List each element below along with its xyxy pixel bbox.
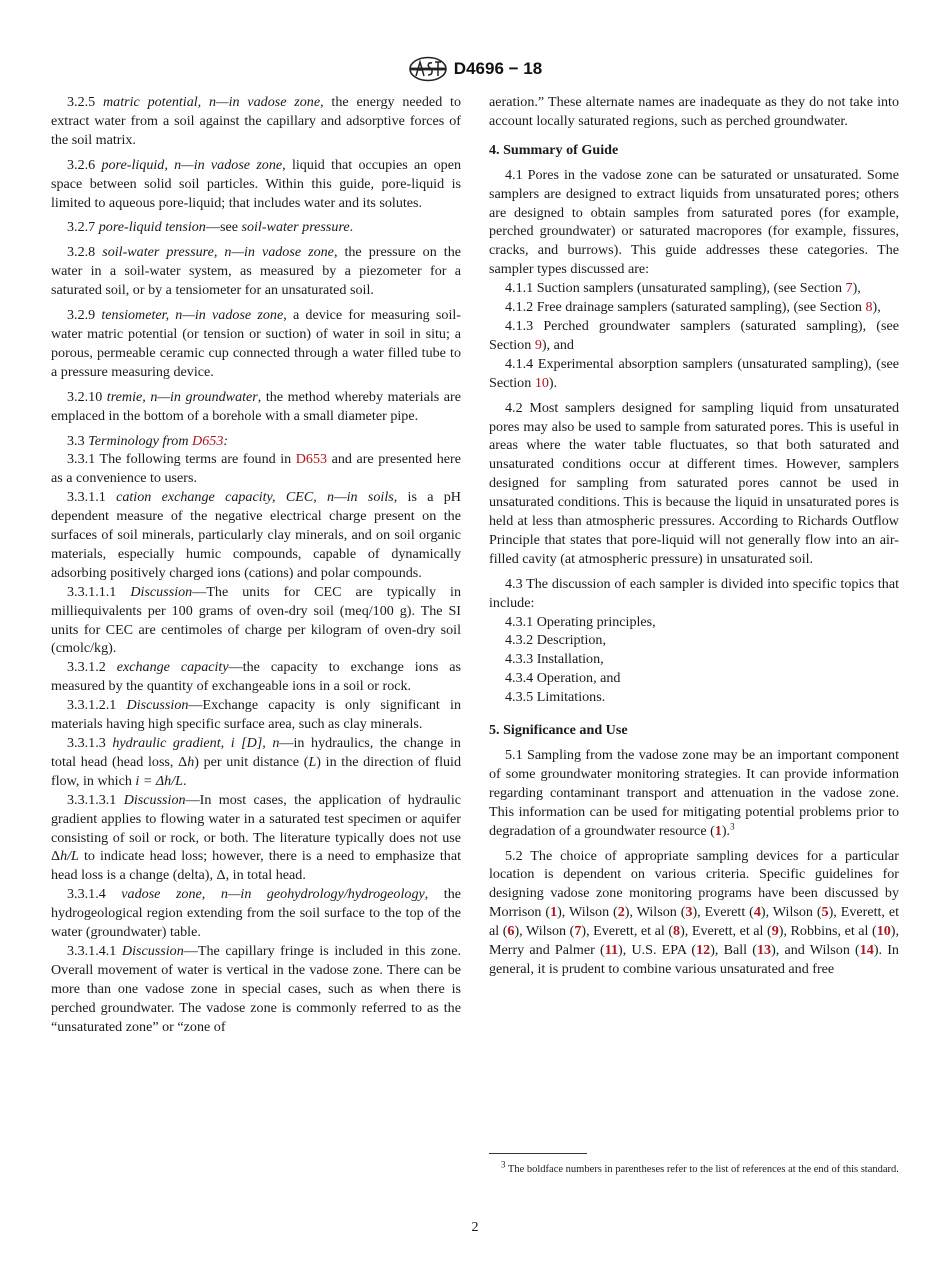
page-header — [0, 56, 950, 82]
paragraph-3-2-10: 3.2.10 tremie, n—in groundwater, the method whereby materials are emplaced in the bottom of a borehole with a small diameter pipe. — [51, 388, 461, 424]
list-item-4-3-1: 4.3.1 Operating principles, — [505, 613, 656, 630]
reference-link[interactable]: 13 — [756, 942, 772, 959]
paragraph-3-3-1-4-1: 3.3.1.4.1 Discussion—The capillary fringe is included in this zone. Overall movement of water is vertical in the vadose zone. There can be more than one vadose zone in special cases, such as when there is perched groundwater. The vadose zone is commonly referred to as the “unsaturated zone” or “zone of — [51, 942, 461, 1035]
reference-link[interactable]: 9 — [771, 923, 779, 940]
astm-logo-icon — [408, 56, 448, 82]
paragraph-3-3-1-2-1: 3.3.1.2.1 Discussion—Exchange capacity is only significant in materials having high specific surface area, such as clay minerals. — [51, 697, 461, 733]
reference-link[interactable]: 5 — [821, 904, 829, 921]
paragraph-3-3-1-1: 3.3.1.1 cation exchange capacity, CEC, n—in soils, is a pH dependent measure of the negative electrical charge present on the surfaces of soil minerals, particularly clay minerals, and on soil organic materials, especially humic compounds, capable of dynamically adsorbing positively charged ions (cations) and polar compounds. — [51, 489, 461, 581]
paragraph-3-3-1-1-1: 3.3.1.1.1 Discussion—The units for CEC are typically in milliequivalents per 100 grams of oven-dry soil (meq/100 g). The SI units for CEC are centimoles of charge per kilogram of oven-dry soil (cmolc/kg). — [51, 583, 461, 657]
paragraph-3-2-6: 3.2.6 pore-liquid, n—in vadose zone, liquid that occupies an open space between solid soil particles. Within this guide, pore-liquid is limited to aqueous pore-liquid; that includes water and its solutes. — [51, 156, 461, 211]
list-item-4-1-4: 4.1.4 Experimental absorption samplers (unsaturated sampling), (see Section 10). — [489, 355, 899, 391]
list-item-4-3-5: 4.3.5 Limitations. — [505, 689, 606, 706]
paragraph-3-2-8: 3.2.8 soil-water pressure, n—in vadose zone, the pressure on the water in a soil-water system, as measured by a piezometer for a saturated soil, or by a tensiometer for an unsaturated soil. — [51, 244, 461, 299]
reference-link[interactable]: 14 — [859, 942, 874, 959]
paragraph-5-1: 5.1 Sampling from the vadose zone may be an important component of some groundwater monitoring strategies. It can provide information regarding contaminant transport and attenuation in the vadose zone. This information can be used for mitigating potential problems prior to degradation of a groundwater resource (1).$^3$ — [489, 747, 899, 839]
footnote-divider — [489, 1153, 587, 1154]
section-heading-4: 4. Summary of Guide — [489, 141, 619, 158]
list-item-4-1-3: 4.1.3 Perched groundwater samplers (saturated sampling), (see Section 9), and — [489, 317, 899, 353]
paragraph-3-3-1: 3.3.1 The following terms are found in D653 and are presented here as a convenience to users. — [51, 451, 461, 487]
standard-designation: D4696 − 18 — [453, 59, 543, 78]
paragraph-3-2-9: 3.2.9 tensiometer, n—in vadose zone, a device for measuring soil-water matric potential (or tension or suction) of water in soil in situ; a porous, permeable ceramic cup connected through a water filled tube to a pressure measuring device. — [51, 307, 461, 380]
paragraph-3-3-1-4: 3.3.1.4 vadose zone, n—in geohydrology/hydrogeology, the hydrogeological region extending from the soil surface to the top of the water (groundwater) table. — [51, 886, 462, 941]
list-item-4-3-4: 4.3.4 Operation, and — [505, 670, 621, 687]
footnote-3: $^3$ The boldface numbers in parentheses refer to the list of references at the end of this standard. — [501, 1159, 899, 1175]
list-item-4-3-3: 4.3.3 Installation, — [505, 651, 604, 668]
reference-link[interactable]: 2 — [617, 904, 625, 921]
reference-link-1[interactable]: 1 — [714, 822, 722, 839]
paragraph-3-3: 3.3 Terminology from D653: — [67, 432, 229, 449]
paragraph-3-3-1-3-1: 3.3.1.3.1 Discussion—In most cases, the application of hydraulic gradient applies to flowing water in a saturated test specimen or aquifer consisting of soil or rock, or both. The literature typically does not use Δh/L to indicate head loss; however, there is a need to emphasize that head loss is a change (delta), Δ, in total head. — [51, 791, 461, 884]
left-column — [51, 93, 461, 1037]
reference-link[interactable]: 1 — [550, 904, 558, 921]
footnote-marker-3[interactable]: 3 — [730, 820, 735, 831]
paragraph-3-2-7: 3.2.7 pore-liquid tension—see soil-water pressure. — [67, 219, 354, 236]
link-section-7[interactable]: 7 — [845, 280, 853, 297]
paragraph-5-2: 5.2 The choice of appropriate sampling devices for a particular location is dependent on various criteria. Specific guidelines for designing vadose zone monitoring programs have been discussed by Morrison (1), Wilson (2), Wilson (3), Everett (4), Wilson (5), Everett, et al (6), Wilson (7), Everett, et al (8), Everett, et al (9), Robbins, et al (10), Merry and Palmer (11), U.S. EPA (12), Ball (13), and Wilson (14). In general, it is prudent to combine various unsaturated and free — [489, 847, 900, 977]
list-item-4-1-1: 4.1.1 Suction samplers (unsaturated sampling), (see Section 7), — [505, 280, 861, 297]
paragraph-3-3-1-3: 3.3.1.3 hydraulic gradient, i [D], n—in hydraulics, the change in total head (head loss, Δh) per unit distance (L) in the direction of fluid flow, in which i = Δh/L. — [51, 735, 461, 789]
page-number: 2 — [471, 1220, 479, 1235]
section-heading-5: 5. Significance and Use — [489, 722, 628, 739]
paragraph-4-3: 4.3 The discussion of each sampler is divided into specific topics that include: — [489, 575, 899, 611]
paragraph-3-3-1-2: 3.3.1.2 exchange capacity—the capacity to exchange ions as measured by the quantity of exchangeable ions in a soil or rock. — [51, 659, 461, 695]
paragraph-continuation: aeration.” These alternate names are inadequate as they do not take into account locally saturated regions, such as perched groundwater. — [489, 94, 899, 129]
reference-link[interactable]: 7 — [574, 923, 582, 940]
reference-link[interactable]: 6 — [507, 923, 515, 940]
paragraph-3-2-5: 3.2.5 matric potential, n—in vadose zone, the energy needed to extract water from a soil against the capillary and adsorptive forces of the soil matrix. — [51, 94, 461, 148]
link-section-8[interactable]: 8 — [865, 299, 873, 316]
reference-link[interactable]: 12 — [696, 942, 711, 959]
list-item-4-3-2: 4.3.2 Description, — [505, 632, 606, 649]
link-section-9[interactable]: 9 — [534, 336, 542, 353]
link-d653[interactable]: D653 — [295, 451, 328, 468]
reference-link[interactable]: 8 — [673, 923, 681, 940]
reference-link[interactable]: 11 — [604, 942, 619, 959]
link-section-10[interactable]: 10 — [534, 374, 549, 391]
reference-link[interactable]: 10 — [876, 923, 891, 940]
reference-link[interactable]: 4 — [753, 904, 761, 921]
reference-link[interactable]: 3 — [685, 904, 693, 921]
paragraph-4-1: 4.1 Pores in the vadose zone can be saturated or unsaturated. Some samplers are designed to extract liquids from unsaturated pores; others are designed to obtain samples from saturated pores (for example, perched groundwater) or saturated macropores (for example, fissures, cracks, and burrows). This guide addresses these categories. The sampler types discussed are: — [489, 166, 899, 278]
list-item-4-1-2: 4.1.2 Free drainage samplers (saturated sampling), (see Section 8), — [505, 299, 881, 316]
right-column — [489, 93, 899, 985]
paragraph-4-2: 4.2 Most samplers designed for sampling liquid from unsaturated pores may also be used to sample from saturated pores. This is useful in areas where the water table fluctuates, so that both saturated and unsaturated conditions occur at different times. However, samplers designed for sampling from saturated pores cannot be used in unsaturated conditions. This is because the liquid in unsaturated pores is held at less than atmospheric pressures. According to Richards Outflow Principle that states that pore-liquid will not generally flow into an air-filled cavity (at atmospheric pressure) in unsaturated soil. — [489, 399, 899, 567]
link-d653[interactable]: D653 — [192, 432, 224, 449]
